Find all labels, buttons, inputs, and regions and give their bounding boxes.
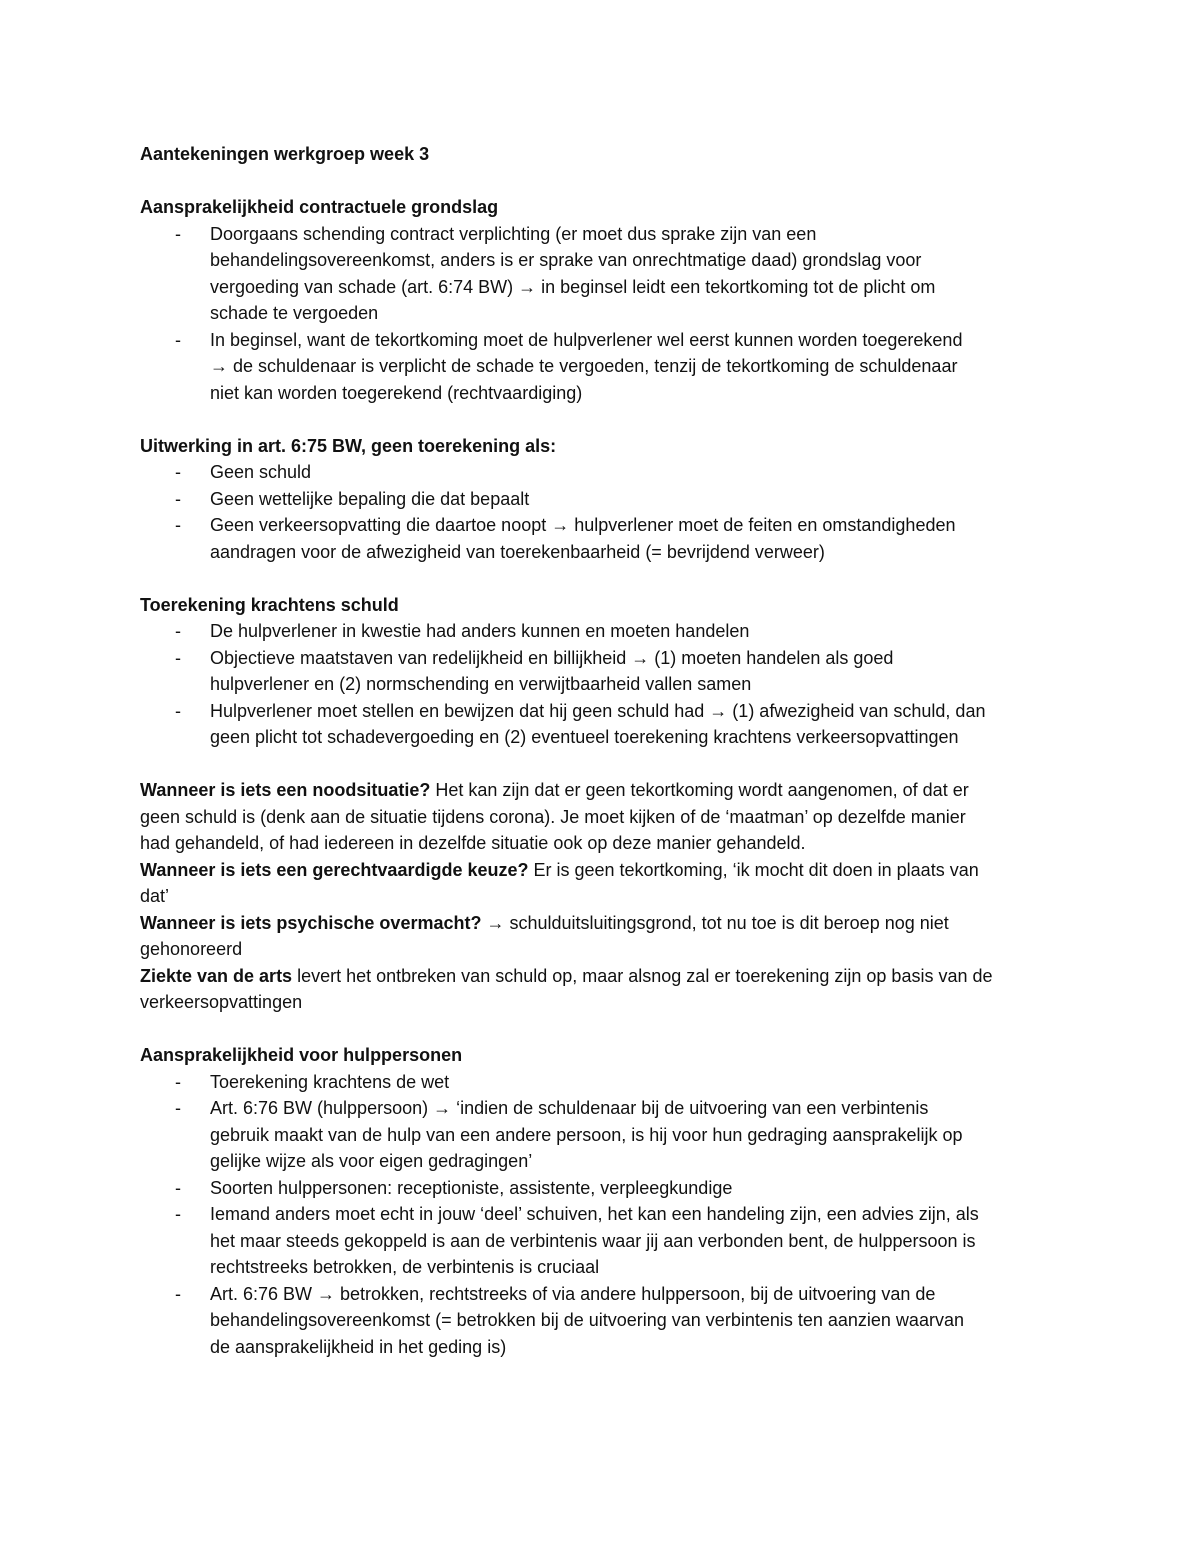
list-item-line: Soorten hulppersonen: receptioniste, assistente, verpleegkundige [210,1177,733,1198]
list-item-line: Geen verkeersopvatting die daartoe noopt → hulpverlener moet de feiten en omstandigheden [210,515,956,535]
list-item [140,1095,1070,1175]
list-item [140,512,1070,565]
paragraph-line: verkeersopvattingen [140,992,303,1012]
list-item [140,645,1070,698]
paragraph-block [140,777,1070,1016]
list-item-line: → de schuldenaar is verplicht de schade te vergoeden, tenzij de tekortkoming de schuldenaar [210,356,958,376]
bullet-list [140,1069,1070,1361]
list-item-line: rechtstreeks betrokken, de verbintenis is cruciaal [210,1257,600,1277]
bullet-list [140,618,1070,751]
paragraph-text: levert het ontbreken van schuld op, maar alsnog zal er toerekening zijn op basis van de [292,965,993,986]
dash-bullet: - [175,621,181,641]
list-item [140,221,1070,327]
paragraph-gerechtvaardigde-keuze [140,857,1070,910]
list-item-line: gelijke wijze als voor eigen gedragingen’ [210,1151,533,1171]
dash-bullet: - [175,647,181,668]
list-item [140,618,1070,645]
section-heading: Aansprakelijkheid voor hulppersonen [140,1045,463,1065]
paragraph-line: gehonoreerd [140,939,243,959]
paragraph-text: schulduitsluitingsgrond, tot nu toe is dit beroep nog niet [504,912,949,933]
list-item [140,1069,1070,1096]
bullet-list [140,221,1070,407]
list-item-line: Doorgaans schending contract verplichting (er moet dus sprake zijn van een [210,223,817,244]
list-item-line: Art. 6:76 BW (hulppersoon) → ‘indien de schuldenaar bij de uitvoering van een verbintenis [210,1098,929,1118]
section-heading: Toerekening krachtens schuld [140,594,399,615]
paragraph-ziekte-arts [140,963,1070,1016]
list-item-line: De hulpverlener in kwestie had anders kunnen en moeten handelen [210,621,750,641]
paragraph-line: dat’ [140,886,170,906]
dash-bullet: - [175,462,181,482]
list-item-line: vergoeding van schade (art. 6:74 BW) → in beginsel leidt een tekortkoming tot de plicht om [210,276,936,297]
list-item-line: behandelingsovereenkomst, anders is er sprake van onrechtmatige daad) grondslag voor [210,250,922,270]
list-item [140,1281,1070,1361]
dash-bullet: - [175,1098,181,1118]
list-item-line: aandragen voor de afwezigheid van toerekenbaarheid (= bevrijdend verweer) [210,541,825,562]
section-toerekening-schuld [140,592,1070,751]
paragraph-bold-lead: Wanneer is iets psychische overmacht? → [140,912,505,933]
list-item-line: Objectieve maatstaven van redelijkheid en billijkheid → (1) moeten handelen als goed [210,647,894,668]
list-item [140,486,1070,513]
paragraph-bold-lead: Wanneer is iets een noodsituatie? [140,780,431,800]
section-hulppersonen [140,1042,1070,1360]
paragraph-noodsituatie [140,777,1070,857]
list-item-line: Geen schuld [210,462,312,482]
dash-bullet: - [175,700,181,721]
dash-bullet: - [175,1071,181,1092]
paragraph-bold-lead: Ziekte van de arts [140,965,293,986]
paragraph-psychische-overmacht [140,910,1070,963]
paragraph-text: Het kan zijn dat er geen tekortkoming wordt aangenomen, of dat er [430,780,969,800]
list-item-line: Art. 6:76 BW → betrokken, rechtstreeks of via andere hulppersoon, bij de uitvoering van de [210,1283,936,1304]
list-item-line: niet kan worden toegerekend (rechtvaardiging) [210,382,583,403]
bullet-list [140,459,1070,565]
list-item-line: geen plicht tot schadevergoeding en (2) eventueel toerekening krachtens verkeersopvattingen [210,727,959,747]
dash-bullet: - [175,329,181,350]
list-item-line: het maar steeds gekoppeld is aan de verbintenis waar jij aan verbonden bent, de hulppersoon is [210,1230,976,1251]
list-item-line: Toerekening krachtens de wet [210,1071,450,1092]
paragraph-line [140,857,1070,884]
list-item [140,1201,1070,1281]
section-uitwerking [140,433,1070,566]
paragraph-text: Er is geen tekortkoming, ‘ik mocht dit doen in plaats van [528,859,979,880]
list-item-line: de aansprakelijkheid in het geding is) [210,1336,507,1357]
dash-bullet: - [175,488,181,509]
dash-bullet: - [175,1283,181,1304]
list-item-line: Iemand anders moet echt in jouw ‘deel’ schuiven, het kan een handeling zijn, een advies zijn, als [210,1204,979,1224]
document-page [140,141,1070,1387]
list-item-line: hulpverlener en (2) normschending en verwijtbaarheid vallen samen [210,674,752,694]
list-item [140,327,1070,407]
paragraph-line: had gehandeld, of had iedereen in dezelfde situatie ook op deze manier gehandeld. [140,833,806,853]
dash-bullet: - [175,515,181,535]
paragraph-line [140,910,1070,937]
document-title: Aantekeningen werkgroep week 3 [140,144,430,164]
paragraph-bold-lead: Wanneer is iets een gerechtvaardigde keuze? [140,859,529,880]
list-item-line: behandelingsovereenkomst (= betrokken bij de uitvoering van verbintenis ten aanzien waarvan [210,1310,964,1330]
list-item-line: In beginsel, want de tekortkoming moet de hulpverlener wel eerst kunnen worden toegerekend [210,329,963,350]
list-item-line: Geen wettelijke bepaling die dat bepaalt [210,488,530,509]
paragraph-line [140,777,1070,804]
section-heading: Uitwerking in art. 6:75 BW, geen toerekening als: [140,435,557,456]
section-contractuele-grondslag [140,194,1070,406]
dash-bullet: - [175,1177,181,1198]
list-item [140,459,1070,486]
paragraph-line: geen schuld is (denk aan de situatie tijdens corona). Je moet kijken of de ‘maatman’ op dezelfde manier [140,806,966,827]
list-item-line: gebruik maakt van de hulp van een andere persoon, is hij voor hun gedraging aansprakelijk op [210,1124,963,1145]
list-item-line: Hulpverlener moet stellen en bewijzen dat hij geen schuld had → (1) afwezigheid van schuld, dan [210,700,986,721]
dash-bullet: - [175,1204,181,1224]
section-heading: Aansprakelijkheid contractuele grondslag [140,197,499,217]
list-item-line: schade te vergoeden [210,303,379,323]
dash-bullet: - [175,223,181,244]
list-item [140,1175,1070,1202]
paragraph-line [140,963,1070,990]
list-item [140,698,1070,751]
